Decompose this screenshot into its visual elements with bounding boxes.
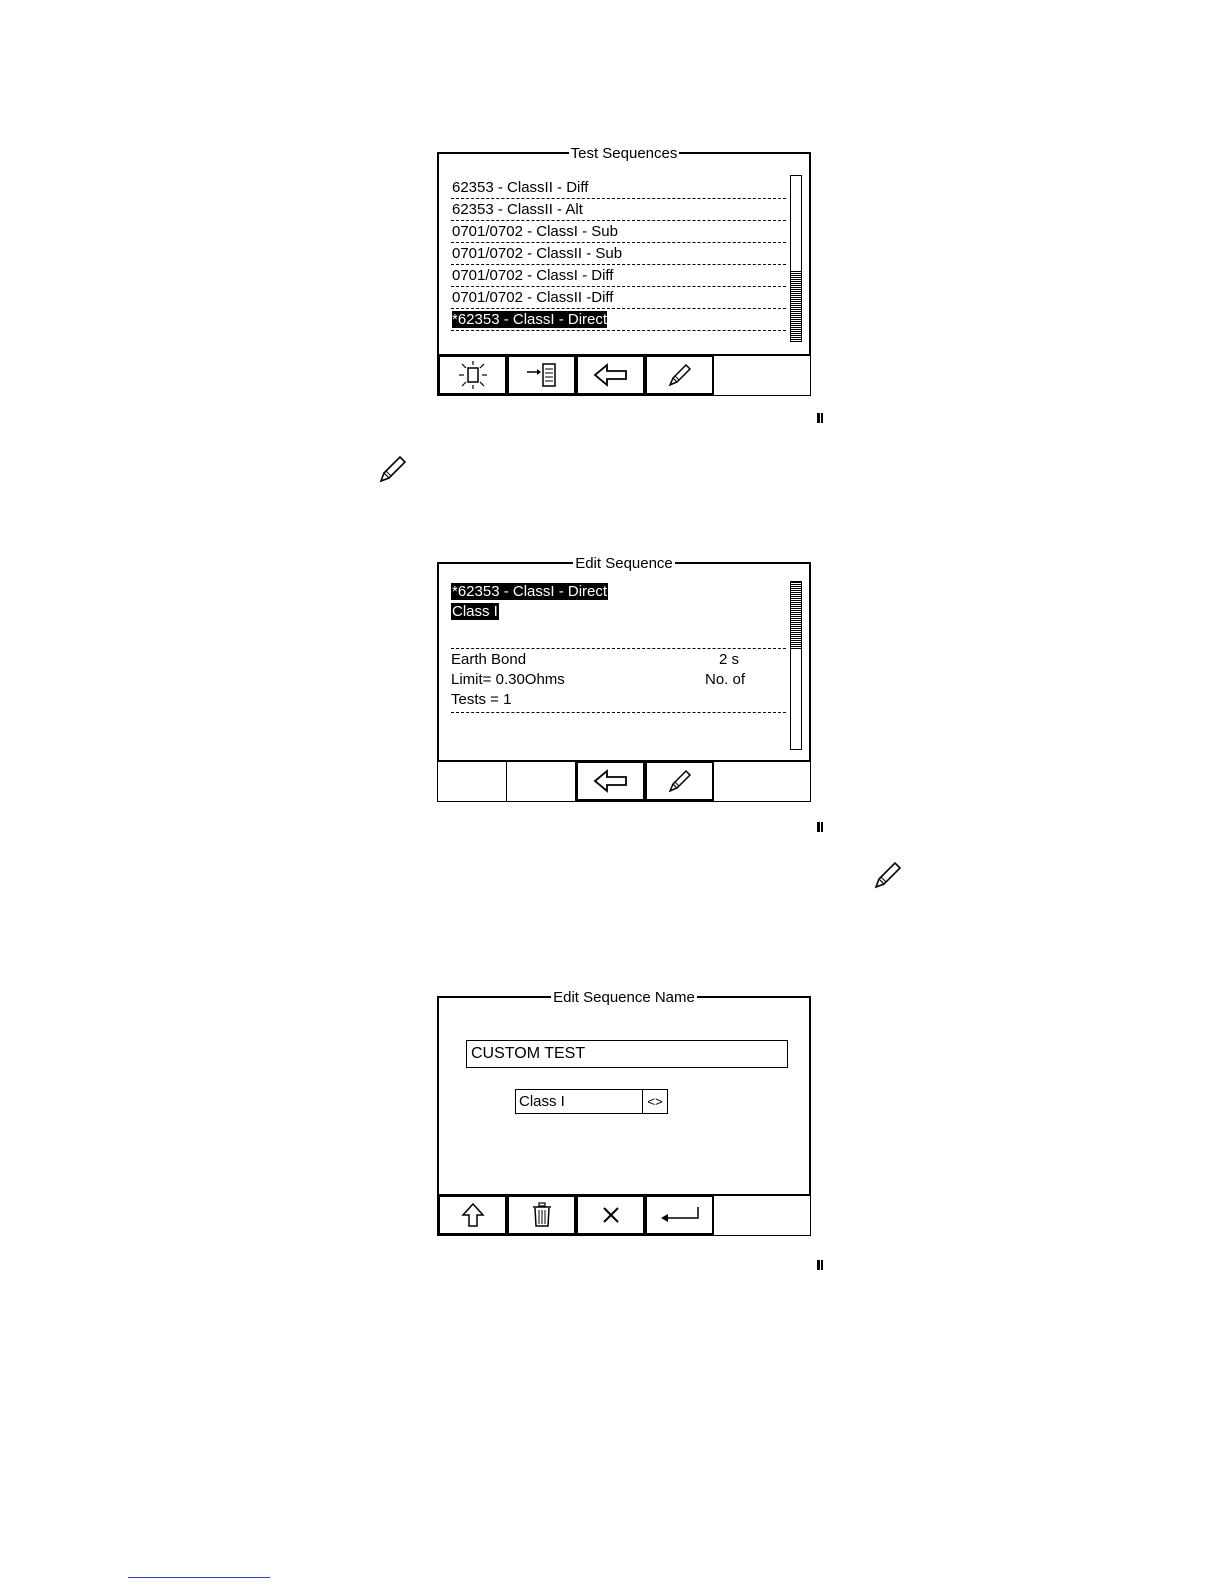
- list-item[interactable]: [451, 265, 786, 287]
- pencil-icon: [666, 361, 694, 389]
- load-sequence-button[interactable]: [507, 356, 576, 395]
- softkey-bar: [437, 762, 811, 802]
- sequence-class: Class I: [452, 603, 498, 620]
- delete-button[interactable]: [507, 1196, 576, 1235]
- test-count-label: No. of: [705, 671, 746, 688]
- back-arrow-icon: [593, 769, 629, 793]
- list-item-label: 62353 - ClassII - Diff: [452, 179, 589, 196]
- edit-sequence-screen: [437, 555, 811, 812]
- test-step-item[interactable]: [451, 650, 786, 713]
- sequence-name-field[interactable]: CUSTOM TEST: [466, 1040, 788, 1068]
- list-item-label: 0701/0702 - ClassII -Diff: [452, 289, 614, 306]
- page-marker: [817, 1260, 820, 1270]
- screen-title: Edit Sequence Name: [553, 989, 695, 1006]
- list-item-label: 0701/0702 - ClassI - Diff: [452, 267, 614, 284]
- scrollbar-thumb[interactable]: [791, 582, 801, 650]
- class-select-value: Class I: [519, 1093, 565, 1110]
- screen-title: Test Sequences: [570, 145, 678, 162]
- list-item-label: 62353 - ClassII - Alt: [452, 201, 583, 218]
- new-sequence-button[interactable]: [438, 356, 507, 395]
- back-button[interactable]: [576, 762, 645, 801]
- sequence-name: *62353 - ClassI - Direct: [452, 583, 608, 600]
- trash-icon: [531, 1202, 553, 1228]
- empty-softkey: [507, 762, 576, 801]
- page-marker: [817, 822, 820, 832]
- list-item[interactable]: [451, 309, 786, 331]
- new-sequence-icon: [456, 360, 490, 390]
- close-icon: [601, 1205, 621, 1225]
- screen-frame: [437, 555, 811, 762]
- screen-title: Edit Sequence: [575, 555, 673, 572]
- empty-softkey: [438, 762, 507, 801]
- softkey-bar: [437, 356, 811, 396]
- screen-frame: [437, 989, 811, 1196]
- list-item[interactable]: [451, 199, 786, 221]
- scrollbar-thumb[interactable]: [791, 271, 801, 341]
- shift-up-icon: [461, 1202, 485, 1228]
- test-name: Earth Bond: [451, 651, 527, 668]
- cancel-button[interactable]: [576, 1196, 645, 1235]
- back-button[interactable]: [576, 356, 645, 395]
- list-item[interactable]: [451, 177, 786, 199]
- list-item-label: *62353 - ClassI - Direct: [452, 311, 608, 328]
- load-list-icon: [525, 360, 559, 390]
- scrollbar[interactable]: [790, 175, 802, 342]
- pencil-icon: [873, 860, 903, 890]
- list-item-label: 0701/0702 - ClassII - Sub: [452, 245, 623, 262]
- edit-button[interactable]: [645, 356, 714, 395]
- list-item-label: 0701/0702 - ClassI - Sub: [452, 223, 618, 240]
- back-arrow-icon: [593, 363, 629, 387]
- edit-sequence-name-screen: [437, 989, 811, 1241]
- test-duration: 2 s: [719, 651, 740, 668]
- screen-frame: [437, 145, 811, 356]
- test-sequences-screen: [437, 145, 811, 402]
- page-marker: [817, 413, 820, 423]
- sequence-header[interactable]: [451, 582, 786, 649]
- sequence-list: [451, 177, 786, 331]
- empty-softkey: [714, 762, 810, 801]
- list-item[interactable]: [451, 221, 786, 243]
- softkey-bar: [437, 1196, 811, 1236]
- enter-button[interactable]: [645, 1196, 714, 1235]
- empty-softkey: [714, 356, 810, 395]
- class-select[interactable]: [515, 1089, 668, 1114]
- list-item[interactable]: [451, 243, 786, 265]
- pencil-icon: [378, 454, 408, 484]
- list-item[interactable]: [451, 287, 786, 309]
- shift-button[interactable]: [438, 1196, 507, 1235]
- enter-icon: [658, 1205, 702, 1225]
- footnote-rule: [128, 1577, 270, 1578]
- pencil-icon: [666, 767, 694, 795]
- class-select-arrows[interactable]: <>: [642, 1090, 667, 1113]
- empty-softkey: [714, 1196, 810, 1235]
- test-count: Tests = 1: [451, 691, 512, 708]
- edit-button[interactable]: [645, 762, 714, 801]
- test-limit: Limit= 0.30Ohms: [451, 671, 565, 688]
- scrollbar[interactable]: [790, 581, 802, 750]
